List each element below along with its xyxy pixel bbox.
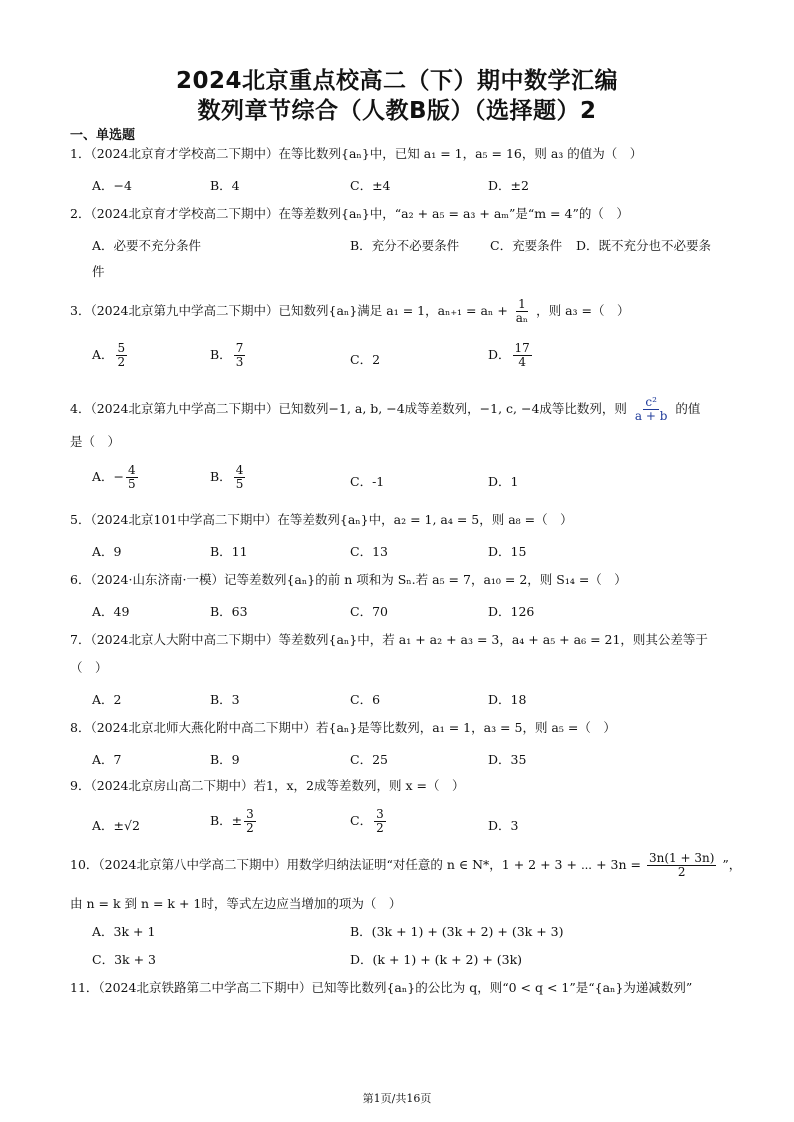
question-6: 6．（2024·山东济南·一模）记等差数列{aₙ}的前 n 项和为 Sₙ.若 a₅ = 7，a₁₀ = 2，则 S₁₄ =（ ） <box>70 572 627 587</box>
option-b: B． $\frac{4}{5}$ <box>210 463 244 491</box>
option-b: B．(3k + 1) + (3k + 2) + (3k + 3) <box>350 924 564 939</box>
option-c: C．3k + 3 <box>92 952 156 967</box>
option-b: B．11 <box>210 544 248 559</box>
page-footer: 第1页/共16页 <box>362 1092 432 1105</box>
question-8-options <box>92 750 732 774</box>
option-a: A．±√2 <box>92 818 140 833</box>
option-c: C．-1 <box>350 474 385 489</box>
question-9-options <box>92 808 732 840</box>
option-b: B．9 <box>210 752 240 767</box>
option-c: C．充要条件 <box>490 238 563 253</box>
question-10-options-row2 <box>92 950 732 974</box>
option-a: A．2 <box>92 692 122 707</box>
option-c: C．13 <box>350 544 388 559</box>
option-a: A．−4 <box>92 178 132 193</box>
option-a: A．− $\frac{4}{5}$ <box>92 463 136 491</box>
question-3-text: 3．（2024北京第九中学高二下期中）已知数列{aₙ}满足 a₁ = 1，aₙ₊₁ = aₙ + <box>70 303 508 318</box>
question-10-options-row1 <box>92 922 732 946</box>
question-3 <box>70 298 730 324</box>
section-heading: 一、单选题 <box>70 128 136 143</box>
question-4-tail: 的值 <box>675 401 701 416</box>
option-b: B．± $\frac{3}{2}$ <box>210 807 254 835</box>
question-4 <box>70 396 730 422</box>
question-5-options <box>92 542 732 566</box>
option-a: A．9 <box>92 544 122 559</box>
option-d: D． $\frac{17}{4}$ <box>488 341 530 369</box>
option-c: C． $\frac{3}{2}$ <box>350 807 384 835</box>
document-title-line1: 2024北京重点校高二（下）期中数学汇编 <box>175 68 618 94</box>
question-10 <box>70 851 742 880</box>
fraction-sum-formula: $\frac{3n(1 + 3n)}{2}$ <box>649 851 715 879</box>
option-c: C．25 <box>350 752 388 767</box>
question-1: 1．（2024北京育才学校高二下期中）在等比数列{aₙ}中，已知 a₁ = 1，a₅ = 16，则 a₃ 的值为（ ） <box>70 146 643 161</box>
question-7-options <box>92 690 732 714</box>
question-2: 2．（2024北京育才学校高二下期中）在等差数列{aₙ}中，“a₂ + a₅ = a₃ + aₘ”是“m = 4”的（ ） <box>70 206 629 221</box>
question-7: 7．（2024北京人大附中高二下期中）等差数列{aₙ}中，若 a₁ + a₂ + a₃ = 3，a₄ + a₅ + a₆ = 21，则其公差等于 <box>70 632 708 647</box>
question-5: 5．（2024北京101中学高二下期中）在等差数列{aₙ}中，a₂ = 1, a₄ = 5，则 a₈ =（ ） <box>70 512 573 527</box>
question-3-options <box>92 342 732 374</box>
option-b: B．3 <box>210 692 240 707</box>
option-a: A．49 <box>92 604 130 619</box>
option-c: C．6 <box>350 692 381 707</box>
question-3-tail: ，则 a₃ =（ ） <box>536 303 630 318</box>
option-b: B．63 <box>210 604 248 619</box>
question-10-text: 10．（2024北京第八中学高二下期中）用数学归纳法证明“对任意的 n ∈ N*，1 + 2 + 3 + ⋯ + 3n = <box>70 857 642 872</box>
option-a: A．3k + 1 <box>92 924 156 939</box>
option-b: B．4 <box>210 178 240 193</box>
question-4-wrap: 是（ ） <box>70 434 121 449</box>
question-8: 8．（2024北京北师大燕化附中高二下期中）若{aₙ}是等比数列，a₁ = 1，a₃ = 5，则 a₅ =（ ） <box>70 720 616 735</box>
question-2-options <box>92 236 732 260</box>
document-title-line2: 数列章节综合（人教B版）（选择题）2 <box>197 98 597 124</box>
option-d: D．15 <box>488 544 527 559</box>
question-4-text: 4．（2024北京第九中学高二下期中）已知数列−1, a, b, −4成等差数列，−1, c, −4成等比数列，则 <box>70 401 627 416</box>
fraction-one-over-an: $\frac{1}{\text{aₙ}}$ <box>515 297 529 325</box>
question-1-options <box>92 176 732 200</box>
question-2-wrap: 件 <box>92 264 105 279</box>
option-d: D．35 <box>488 752 527 767</box>
question-4-options <box>92 464 732 496</box>
option-d: D．±2 <box>488 178 529 193</box>
option-b: B． $\frac{7}{3}$ <box>210 341 244 369</box>
option-a: A．必要不充分条件 <box>92 238 202 253</box>
question-9: 9．（2024北京房山高二下期中）若1，x，2成等差数列，则 x =（ ） <box>70 778 465 793</box>
question-11: 11．（2024北京铁路第二中学高二下期中）已知等比数列{aₙ}的公比为 q，则“0 < q < 1”是“{aₙ}为递减数列” <box>70 980 693 995</box>
option-a: A． $\frac{5}{2}$ <box>92 341 126 369</box>
option-d: D．18 <box>488 692 527 707</box>
option-c: C．70 <box>350 604 388 619</box>
option-d: D．1 <box>488 474 519 489</box>
option-c: C．2 <box>350 352 381 367</box>
question-10-tail: ”， <box>722 857 742 872</box>
option-c: C．±4 <box>350 178 391 193</box>
question-10-wrap: 由 n = k 到 n = k + 1时，等式左边应当增加的项为（ ） <box>70 896 402 911</box>
question-6-options <box>92 602 732 626</box>
option-d: D．126 <box>488 604 535 619</box>
option-a: A．7 <box>92 752 122 767</box>
option-d: D．3 <box>488 818 519 833</box>
option-d: D．既不充分也不必要条 <box>576 238 712 253</box>
fraction-c2-over-a-plus-b: $\frac{\text{c²}}{a + b}$ <box>634 395 668 423</box>
option-b: B．充分不必要条件 <box>350 238 460 253</box>
option-d: D．(k + 1) + (k + 2) + (3k) <box>350 952 523 967</box>
question-7-wrap: （ ） <box>70 660 108 675</box>
